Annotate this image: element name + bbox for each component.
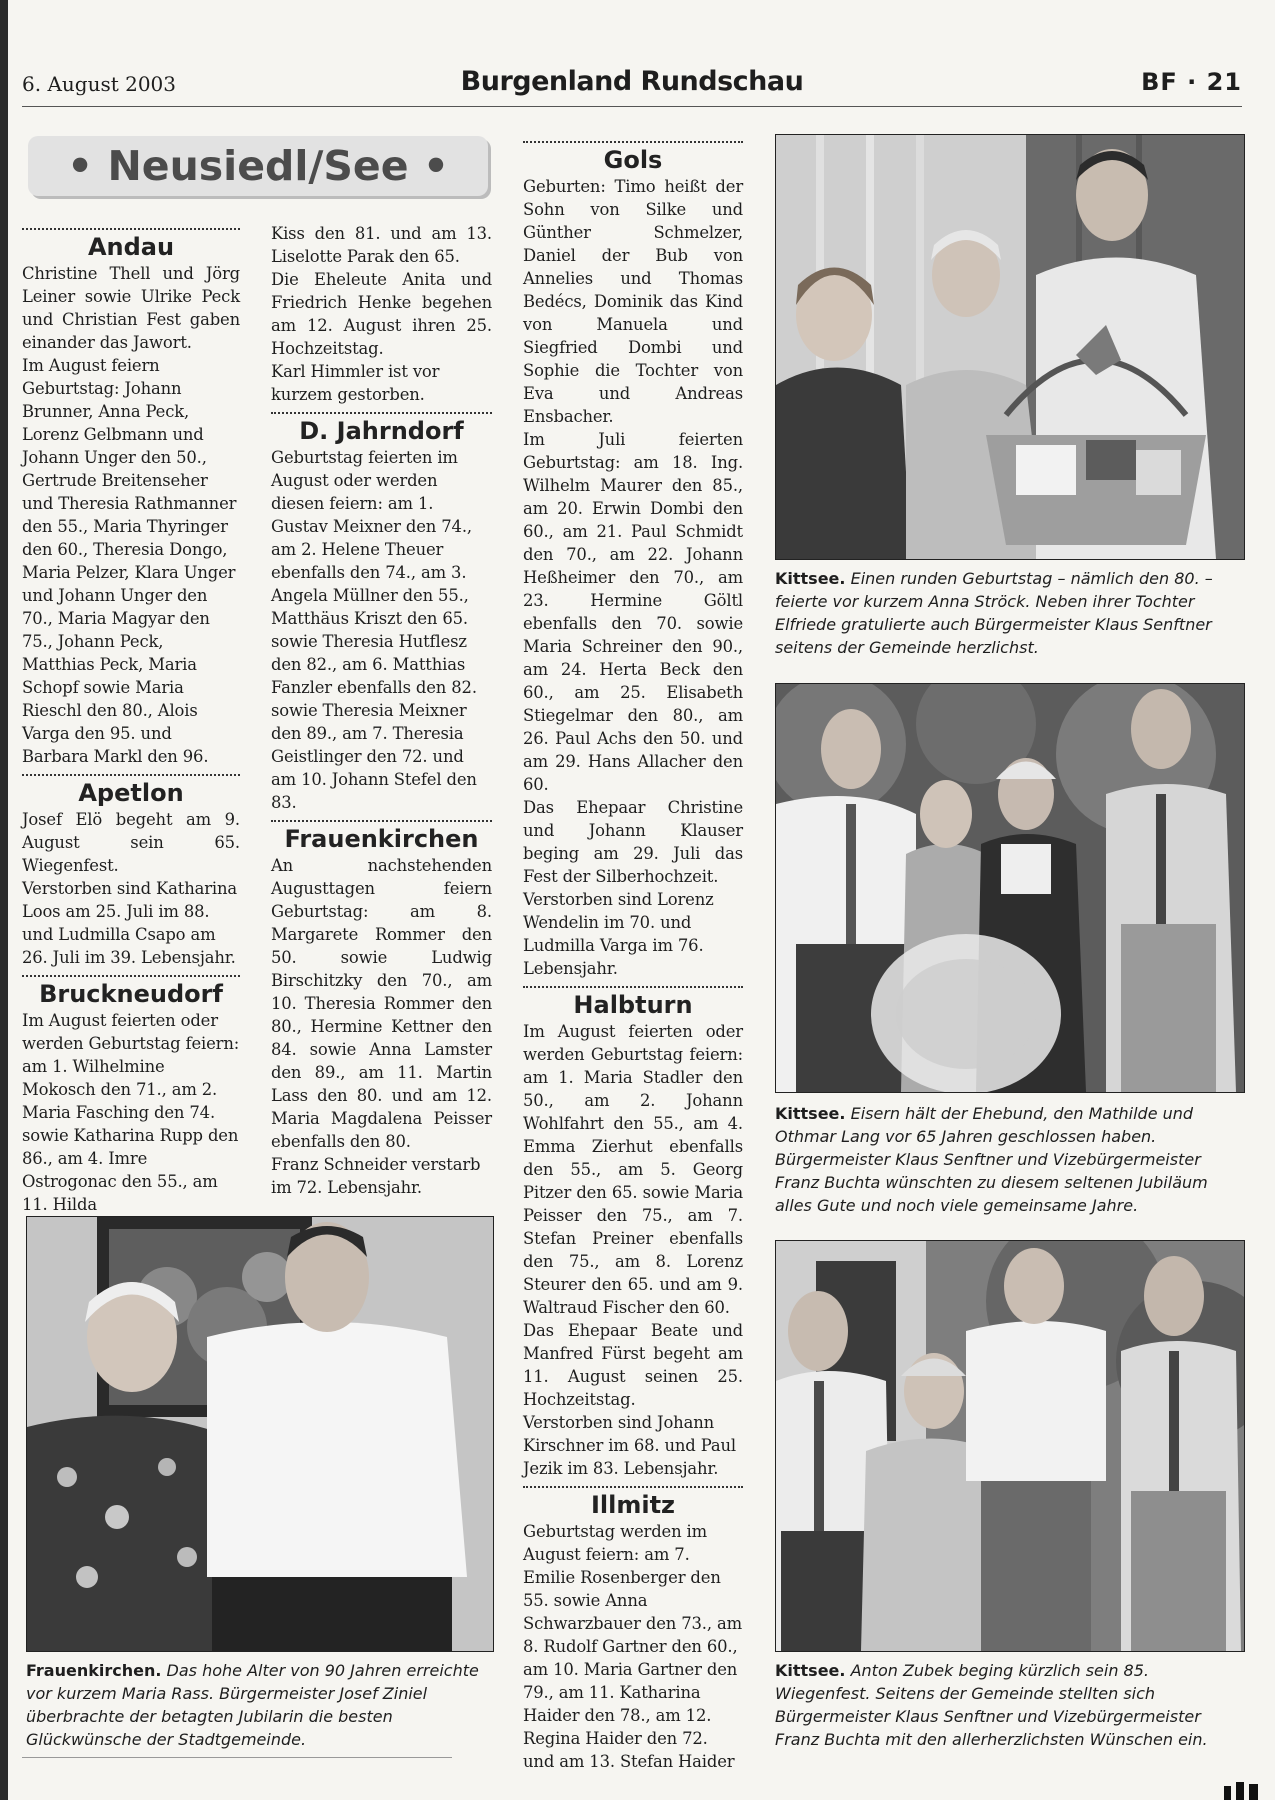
photo-caption-1 bbox=[775, 567, 1245, 659]
caption-place: Kittsee. bbox=[775, 569, 846, 588]
text-column-3 bbox=[523, 135, 743, 1773]
section-paragraph: Das Ehepaar Christine und Johann Klauser beging am 29. Juli das Fest der Silberhochzeit. bbox=[523, 798, 743, 886]
caption-place: Frauenkirchen. bbox=[26, 1661, 162, 1680]
text-column-1 bbox=[22, 222, 240, 1216]
photo-image bbox=[27, 1217, 493, 1651]
section-paragraph: Christine Thell und Jörg Leiner sowie Ulrike Peck und Christian Fest gaben einander das Jawort. bbox=[22, 264, 240, 352]
section-paragraph: Karl Himmler ist vor kurzem gestorben. bbox=[271, 362, 440, 404]
section-divider bbox=[271, 412, 492, 414]
section-divider bbox=[22, 228, 240, 230]
bottom-rule bbox=[22, 1757, 452, 1758]
photo-frauenkirchen-90th-birthday bbox=[26, 1216, 494, 1652]
section-divider bbox=[22, 774, 240, 776]
photo-kittsee-85th-birthday bbox=[775, 1240, 1245, 1652]
section-paragraph: Die Eheleute Anita und Friedrich Henke begehen am 12. August ihren 25. Hochzeitstag. bbox=[271, 270, 492, 358]
caption-place: Kittsee. bbox=[775, 1661, 846, 1680]
news-section bbox=[523, 986, 743, 1480]
section-divider bbox=[271, 820, 492, 822]
section-divider bbox=[22, 975, 240, 977]
news-section bbox=[523, 141, 743, 980]
caption-text: Das hohe Alter von 90 Jahren erreichte vor kurzem Maria Rass. Bürgermeister Josef Ziniel überbrachte der betagten Jubilarin die besten Glückwünsche der Stadtgemeinde. bbox=[26, 1661, 479, 1749]
caption-text: Anton Zubek beging kürzlich sein 85. Wiegenfest. Seitens der Gemeinde stellten sich Bürgermeister Klaus Senftner und Vizebürgermeister Franz Buchta mit den allerherzlichsten Wünschen ein. bbox=[775, 1661, 1208, 1749]
page-number: BF · 21 bbox=[1141, 68, 1242, 96]
section-paragraph: Verstorben sind Lorenz Wendelin im 70. und Ludmilla Varga im 76. Lebensjahr. bbox=[523, 890, 714, 978]
photo-caption-4 bbox=[26, 1659, 496, 1751]
photo-image bbox=[776, 1241, 1244, 1651]
section-paragraph: Im August feiern Geburtstag: Johann Brunner, Anna Peck, Lorenz Gelbmann und Johann Unger den 50., Gertrude Breitenseher und Theresia Rathmanner den 55., Maria Thyringer den 60., Theresia Dongo, Maria Pelzer, Klara Unger und Johann Unger den 70., Maria Magyar den 75., Johann Peck, Matthias Peck, Maria Schopf sowie Maria Rieschl den 80., Alois Varga den 95. und Barbara Markl den 96. bbox=[22, 356, 237, 766]
section-paragraph: Kiss den 81. und am 13. Liselotte Parak den 65. bbox=[271, 224, 492, 266]
news-section bbox=[271, 222, 492, 406]
region-banner: • Neusiedl/See • bbox=[28, 136, 488, 196]
section-heading: Andau bbox=[87, 233, 175, 261]
caption-text: Eisern hält der Ehebund, den Mathilde und Othmar Lang vor 65 Jahren geschlossen haben. Bürgermeister Klaus Senftner und Vizebürgermeister Franz Buchta wünschten zu diesem seltenen Jubiläum alles Gute und noch viele gemeinsame Jahre. bbox=[775, 1104, 1208, 1215]
section-heading: D. Jahrndorf bbox=[299, 417, 464, 445]
section-paragraph: Josef Elö begeht am 9. August sein 65. Wiegenfest. bbox=[22, 810, 240, 875]
section-paragraph: An nachstehenden Augusttagen feiern Geburtstag: am 8. Margarete Rommer den 50. sowie Ludwig Birschitzky den 70., am 10. Theresia Rommer den 80., Hermine Kettner den 84. sowie Anna Lamster den 89., am 11. Martin Lass den 80. und am 12. Maria Magdalena Peisser ebenfalls den 80. bbox=[271, 856, 492, 1151]
news-section bbox=[22, 774, 240, 969]
photo-image bbox=[776, 684, 1244, 1092]
news-section bbox=[523, 1486, 743, 1773]
section-heading: Gols bbox=[603, 146, 663, 174]
section-paragraph: Geburtstag werden im August feiern: am 7. Emilie Rosenberger den 55. sowie Anna Schwarzbauer den 73., am 8. Rudolf Gartner den 60., am 10. Maria Gartner den 79., am 11. Katharina Haider den 78., am 12. Regina Haider den 72. und am 13. Stefan Haider bbox=[523, 1522, 742, 1771]
news-section bbox=[271, 820, 492, 1199]
section-paragraph: Geburtstag feierten im August oder werden diesen feiern: am 1. Gustav Meixner den 74., am 2. Helene Theuer ebenfalls den 74., am 3. Angela Müllner den 55., Matthäus Kriszt den 65. sowie Theresia Hutflesz den 82., am 6. Matthias Fanzler ebenfalls den 82. sowie Theresia Meixner den 89., am 7. Theresia Geistlinger den 72. und am 10. Johann Stefel den 83. bbox=[271, 448, 477, 812]
section-paragraph: Geburten: Timo heißt der Sohn von Silke und Günther Schmelzer, Daniel der Bub von Annelies und Thomas Bedécs, Dominik das Kind von Manuela und Siegfried Dombi und Sophie die Tochter von Eva und Andreas Ensbacher. bbox=[523, 177, 743, 426]
section-paragraph: Das Ehepaar Beate und Manfred Fürst begeht am 11. August seinen 25. Hochzeitstag. bbox=[523, 1321, 743, 1409]
photo-caption-3 bbox=[775, 1659, 1245, 1751]
news-section bbox=[271, 412, 492, 814]
text-column-2 bbox=[271, 222, 492, 1199]
news-section bbox=[22, 228, 240, 768]
section-paragraph: Verstorben sind Johann Kirschner im 68. und Paul Jezik im 83. Lebensjahr. bbox=[523, 1413, 736, 1478]
section-paragraph: Verstorben sind Katharina Loos am 25. Juli im 88. und Ludmilla Csapo am 26. Juli im 39. Lebensjahr. bbox=[22, 879, 238, 967]
section-paragraph: Im Juli feierten Geburtstag: am 18. Ing. Wilhelm Maurer den 85., am 20. Erwin Dombi den 60., am 21. Paul Schmidt den 70., am 22. Johann Heßheimer den 70., am 23. Hermine Göltl ebenfalls den 70. sowie Maria Schreiner den 90., am 24. Herta Beck den 60., am 25. Elisabeth Stiegelmar den 80., am 26. Paul Achs den 50. und am 29. Hans Allacher den 60. bbox=[523, 430, 743, 794]
section-heading: Frauenkirchen bbox=[284, 825, 479, 853]
caption-text: Einen runden Geburtstag – nämlich den 80. – feierte vor kurzem Anna Ströck. Neben ihrer Tochter Elfriede gratulierte auch Bürgermeister Klaus Senftner seitens der Gemeinde herzlichst. bbox=[775, 569, 1213, 657]
section-heading: Illmitz bbox=[590, 1491, 676, 1519]
photo-caption-2 bbox=[775, 1102, 1245, 1217]
news-section bbox=[22, 975, 240, 1216]
binder-mark-icon bbox=[1222, 1782, 1262, 1800]
photo-kittsee-birthday-basket bbox=[775, 134, 1245, 560]
section-heading: Bruckneudorf bbox=[39, 980, 223, 1008]
section-paragraph: Franz Schneider verstarb im 72. Lebensjahr. bbox=[271, 1155, 481, 1197]
photo-image bbox=[776, 135, 1244, 559]
section-divider bbox=[523, 1486, 743, 1488]
caption-place: Kittsee. bbox=[775, 1104, 846, 1123]
section-paragraph: Im August feierten oder werden Geburtstag feiern: am 1. Maria Stadler den 50., am 2. Johann Wohlfahrt den 55., am 4. Emma Zierhut ebenfalls den 55., am 5. Georg Pitzer den 65. sowie Maria Peisser den 75., am 7. Stefan Preiner ebenfalls den 75., am 8. Lorenz Steurer den 65. und am 9. Waltraud Fischer den 60. bbox=[523, 1022, 743, 1317]
section-heading: Halbturn bbox=[573, 991, 693, 1019]
issue-date: 6. August 2003 bbox=[22, 72, 177, 96]
section-divider bbox=[523, 141, 743, 143]
newspaper-title: Burgenland Rundschau bbox=[460, 66, 804, 97]
scan-page-edge bbox=[0, 0, 8, 1800]
masthead bbox=[22, 66, 1242, 107]
section-heading: Apetlon bbox=[78, 779, 184, 807]
section-divider bbox=[523, 986, 743, 988]
photo-kittsee-anniversary bbox=[775, 683, 1245, 1093]
section-paragraph: Im August feierten oder werden Geburtstag feiern: am 1. Wilhelmine Mokosch den 71., am 2. Maria Fasching den 74. sowie Katharina Rupp den 86., am 4. Imre Ostrogonac den 55., am 11. Hilda bbox=[22, 1011, 240, 1214]
